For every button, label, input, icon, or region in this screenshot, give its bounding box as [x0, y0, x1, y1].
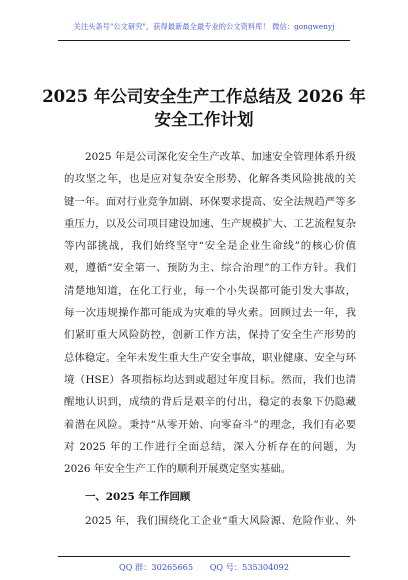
footer-divider: [58, 556, 350, 557]
section-heading: 一、2025 年工作回顾: [85, 491, 191, 503]
text-line: 2026 年安全生产工作的顺利开展奠定坚实基础。: [64, 463, 292, 476]
text-line: 2025 年，我们围绕化工企业“重大风险源、危险作业、外: [85, 515, 356, 527]
text-line: 观，遵循“安全第一、预防为主、综合治理”的工作方针。我们: [64, 262, 356, 275]
title-line-1: 2025 年公司安全生产工作总结及 2026 年: [42, 87, 366, 106]
text-line: 键一年。面对行业竞争加剧、环保要求提高、安全法规趋严等多: [64, 195, 356, 208]
paragraph-intro: [64, 146, 356, 480]
text-line: 每一次违规操作都可能成为灾难的导火索。回顾过去一年，我: [64, 307, 356, 320]
text-line: 们紧盯重大风险防控，创新工作方法，保持了安全生产形势的: [64, 329, 356, 342]
text-line: 2025 年是公司深化安全生产改革、加速安全管理体系升级: [85, 151, 356, 163]
header-banner: 关注头条号"公文研究"，获得最新最全最专业的公文资料库！ 微信：gongwenyj: [73, 22, 335, 31]
text-line: 清楚地知道，在化工行业，每一个小失误都可能引发大事故，: [64, 284, 356, 297]
title-line-2: 安全工作计划: [154, 110, 254, 129]
text-line: 总体稳定。全年未发生重大生产安全事故，职业健康、安全与环: [64, 351, 356, 364]
text-line: 醒地认识到，成绩的背后是艰辛的付出，稳定的表象下仍隐藏: [64, 396, 356, 409]
header-divider: [58, 40, 350, 41]
text-line: 重压力，以及公司项目建设加速、生产规模扩大、工艺流程复杂: [64, 217, 356, 230]
footer-qq-group: QQ 群：30265665: [119, 562, 194, 572]
text-line: 等内部挑战，我们始终坚守“安全是企业生命线”的核心价值: [64, 240, 356, 253]
footer: [0, 562, 408, 573]
footer-qq-number: QQ 号：535304092: [209, 562, 289, 572]
paragraph-review: [64, 510, 356, 532]
text-line: 对 2025 年的工作进行全面总结，深入分析存在的问题，为: [64, 440, 356, 453]
text-line: 境（HSE）各项指标均达到或超过年度目标。然而，我们也清: [64, 373, 356, 386]
document-title: [40, 85, 368, 131]
text-line: 的攻坚之年，也是应对复杂安全形势、化解各类风险挑战的关: [64, 173, 356, 186]
text-line: 着潜在风险。秉持“从零开始、向零奋斗”的理念，我们有必要: [64, 418, 356, 431]
